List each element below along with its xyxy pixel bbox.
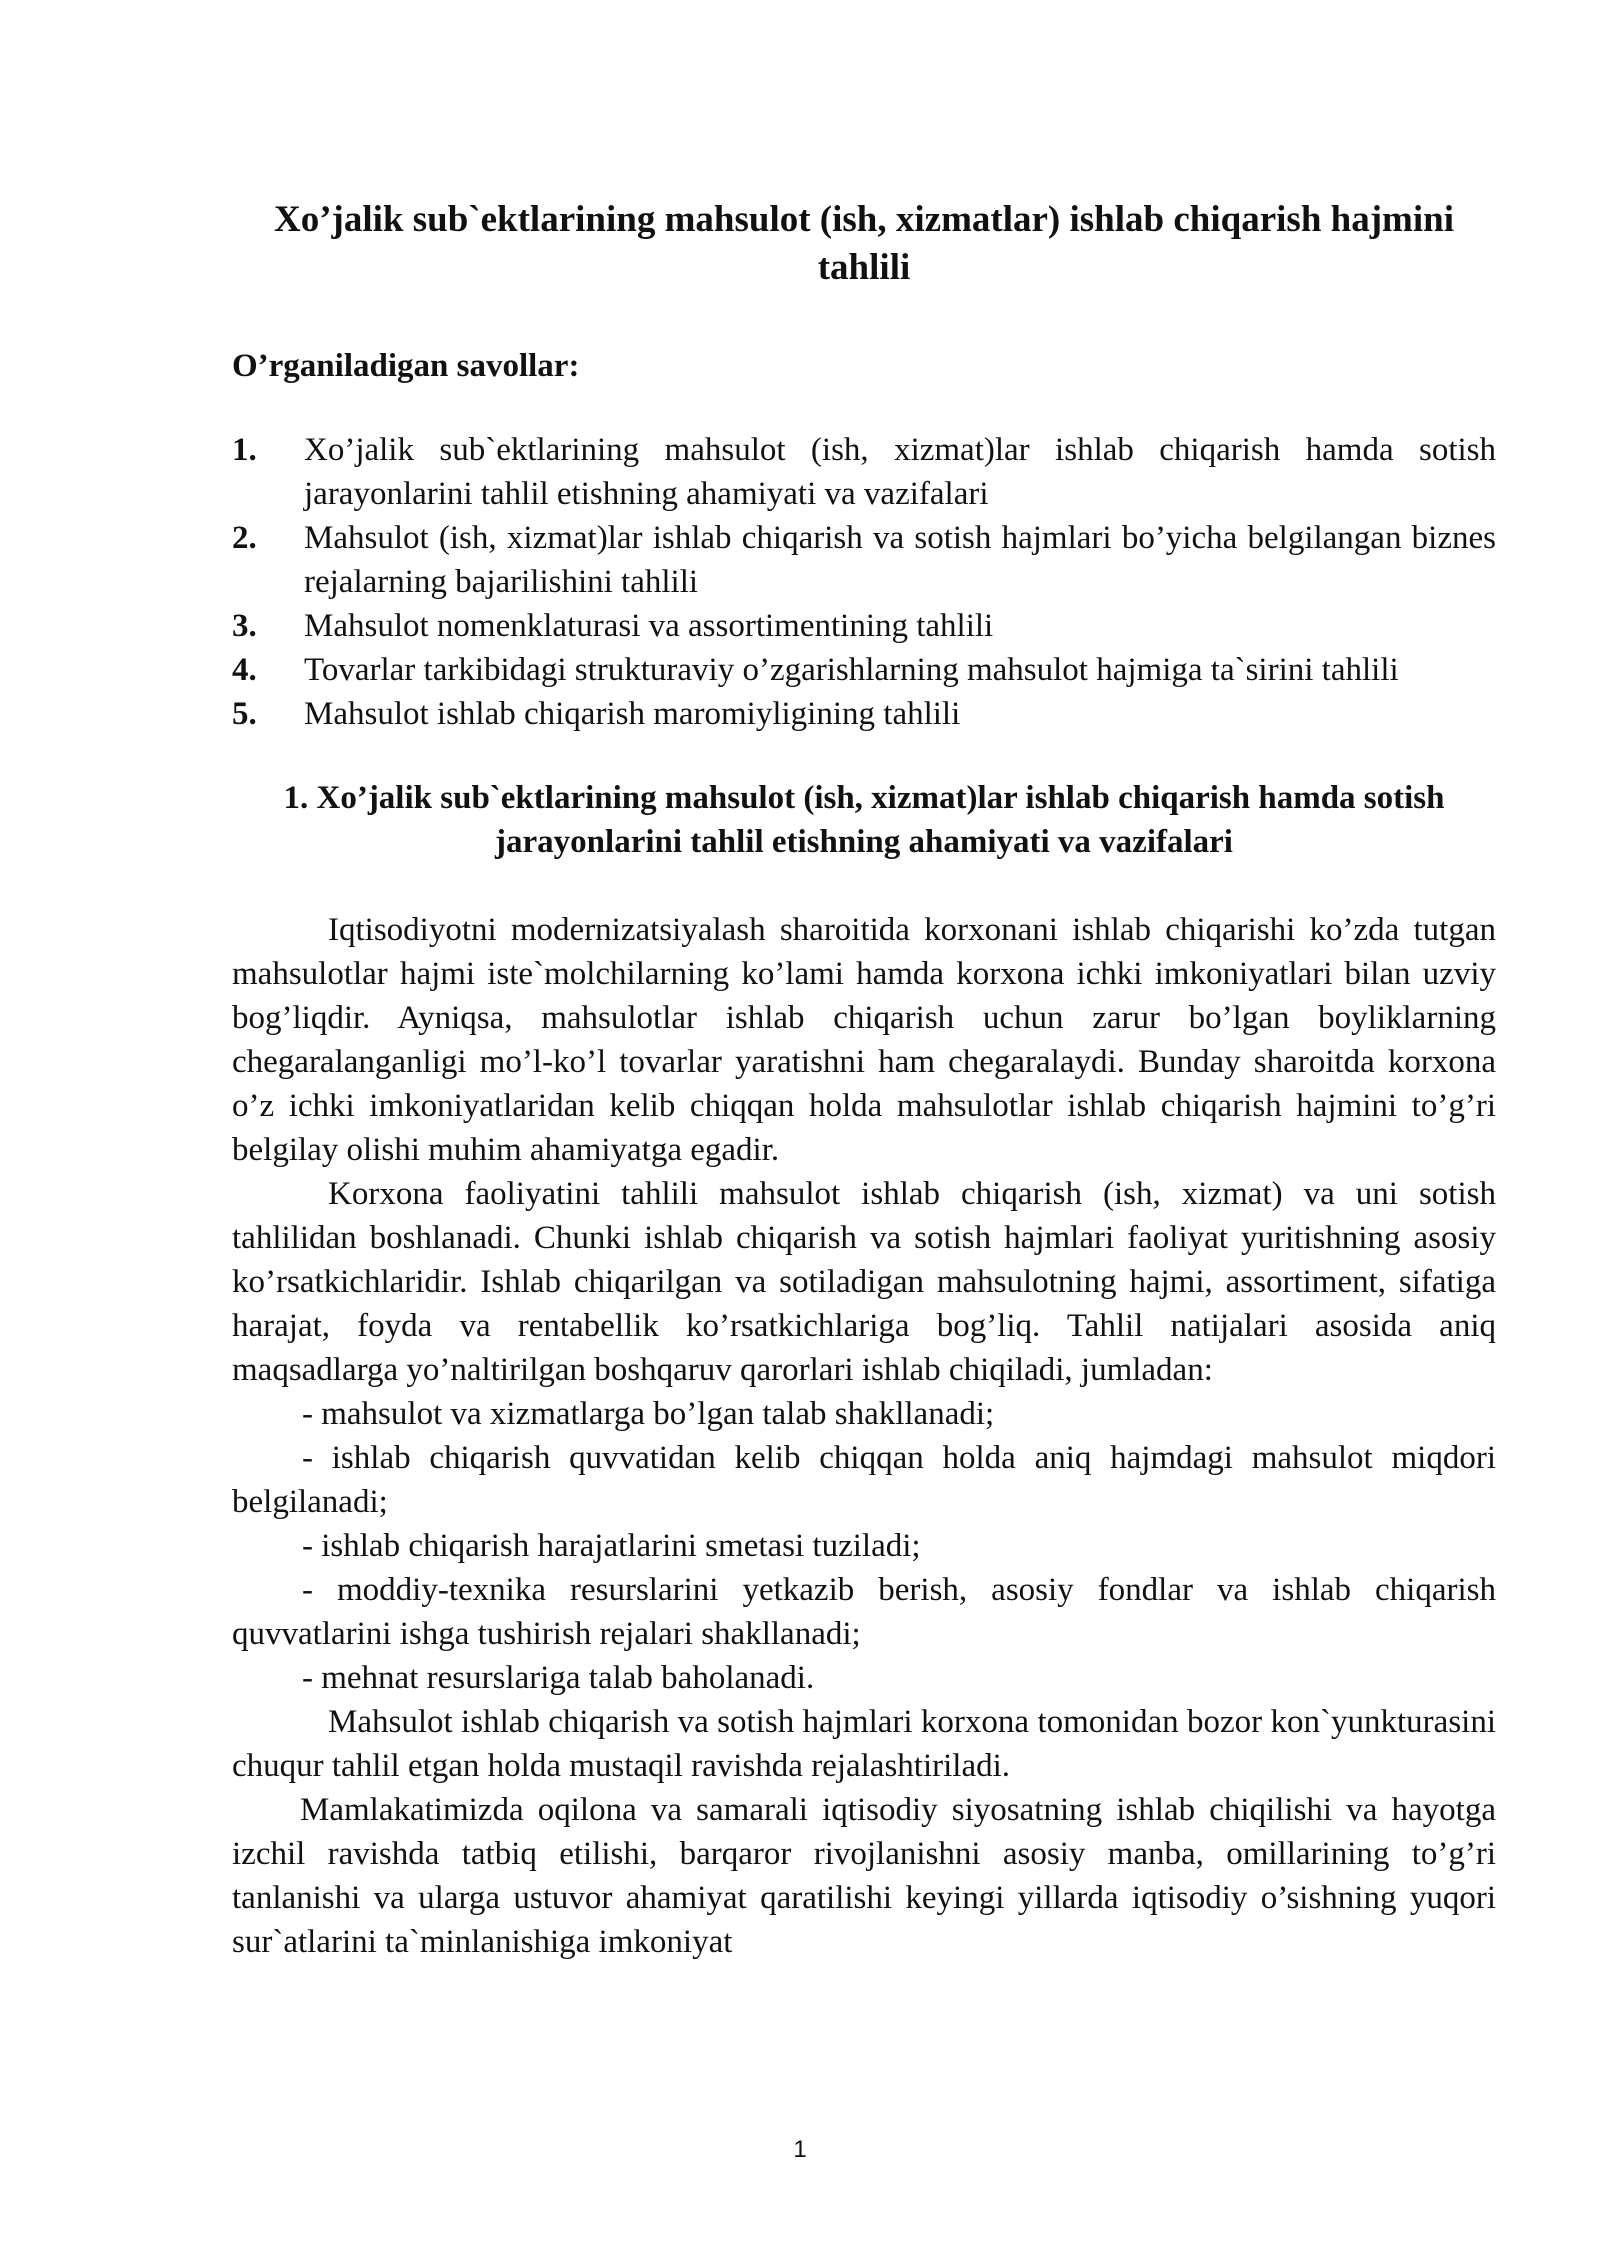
- list-item-text: Xo’jalik sub`ektlarining mahsulot (ish, xizmat)lar ishlab chiqarish hamda sotish jarayonlarini tahlil etishning ahamiyati va vazifalari: [304, 432, 1496, 512]
- bullet-item: - ishlab chiqarish harajatlarini smetasi tuziladi;: [302, 1528, 921, 1564]
- list-item-text: Mahsulot (ish, xizmat)lar ishlab chiqarish va sotish hajmlari bo’yicha belgilangan biznes rejalarning bajarilishini tahlili: [304, 520, 1496, 600]
- paragraph: Mamlakatimizda oqilona va samarali iqtisodiy siyosatning ishlab chiqilishi va hayotga izchil ravishda tatbiq etilishi, barqaror rivojlanishni asosiy manba, omillarining to’g’ri tanlanishi va ularga ustuvor ahamiyat qaratilishi keyingi yillarda iqtisodiy o’sishning yuqori sur`atlarini ta`minlanishiga imkoniyat: [232, 1792, 1496, 1960]
- page-number: 1: [793, 2136, 807, 2163]
- bullet-item: - moddiy-texnika resurslarini yetkazib berish, asosiy fondlar va ishlab chiqarish quvvatlarini ishga tushirish rejalari shakllanadi;: [232, 1572, 1496, 1652]
- list-item-number: 2.: [232, 520, 257, 556]
- paragraph: Iqtisodiyotni modernizatsiyalash sharoitida korxonani ishlab chiqarishi ko’zda tutgan mahsulotlar hajmi iste`molchilarning ko’lami hamda korxona ichki imkoniyatlari bilan uzviy bog’liqdir. Ayniqsa, mahsulotlar ishlab chiqarish uchun zarur bo’lgan boyliklarning chegaralanganligi mo’l-ko’l tovarlar yaratishni ham chegaralaydi. Bunday sharoitda korxona o’z ichki imkoniyatlaridan kelib chiqqan holda mahsulotlar ishlab chiqarish hajmini to’g’ri belgilay olishi muhim ahamiyatga egadir.: [232, 912, 1496, 1168]
- list-item-text: Mahsulot ishlab chiqarish maromiyligining tahlili: [304, 696, 961, 732]
- list-item-number: 1.: [232, 432, 257, 468]
- questions-list: [232, 428, 1496, 736]
- questions-heading: O’rganiladigan savollar:: [232, 348, 580, 384]
- paragraph: Korxona faoliyatini tahlili mahsulot ishlab chiqarish (ish, xizmat) va uni sotish tahlilidan boshlanadi. Chunki ishlab chiqarish va sotish hajmlari faoliyat yuritishning asosiy ko’rsatkichlaridir. Ishlab chiqarilgan va sotiladigan mahsulotning hajmi, assortiment, sifatiga harajat, foyda va rentabellik ko’rsatkichlariga bog’liq. Tahlil natijalari asosida aniq maqsadlarga yo’naltirilgan boshqaruv qarorlari ishlab chiqiladi, jumladan:: [232, 1176, 1496, 1388]
- list-item-number: 5.: [232, 696, 257, 732]
- document-title: Xo’jalik sub`ektlarining mahsulot (ish, xizmatlar) ishlab chiqarish hajmini tahlili: [273, 199, 1455, 288]
- bullet-item: - ishlab chiqarish quvvatidan kelib chiqqan holda aniq hajmdagi mahsulot miqdori belgilanadi;: [232, 1440, 1496, 1520]
- bullet-item: - mahsulot va xizmatlarga bo’lgan talab shakllanadi;: [302, 1396, 995, 1432]
- paragraph: Mahsulot ishlab chiqarish va sotish hajmlari korxona tomonidan bozor kon`yunkturasini chuqur tahlil etgan holda mustaqil ravishda rejalashtiriladi.: [232, 1704, 1496, 1784]
- list-item-number: 4.: [232, 652, 257, 688]
- list-item-text: Tovarlar tarkibidagi strukturaviy o’zgarishlarning mahsulot hajmiga ta`sirini tahlili: [304, 652, 1399, 688]
- list-item-text: Mahsulot nomenklaturasi va assortimentining tahlili: [304, 608, 994, 644]
- list-item: [232, 604, 1496, 648]
- bullet-item: - mehnat resurslariga talab baholanadi.: [302, 1660, 815, 1696]
- list-item: [232, 692, 1496, 736]
- page-content: [232, 196, 1496, 1964]
- section-heading: 1. Xo’jalik sub`ektlarining mahsulot (ish, xizmat)lar ishlab chiqarish hamda sotish jarayonlarini tahlil etishning ahamiyati va vazifalari: [283, 780, 1445, 860]
- list-item-number: 3.: [232, 608, 257, 644]
- list-item: [232, 428, 1496, 516]
- list-item: [232, 648, 1496, 692]
- list-item: [232, 516, 1496, 604]
